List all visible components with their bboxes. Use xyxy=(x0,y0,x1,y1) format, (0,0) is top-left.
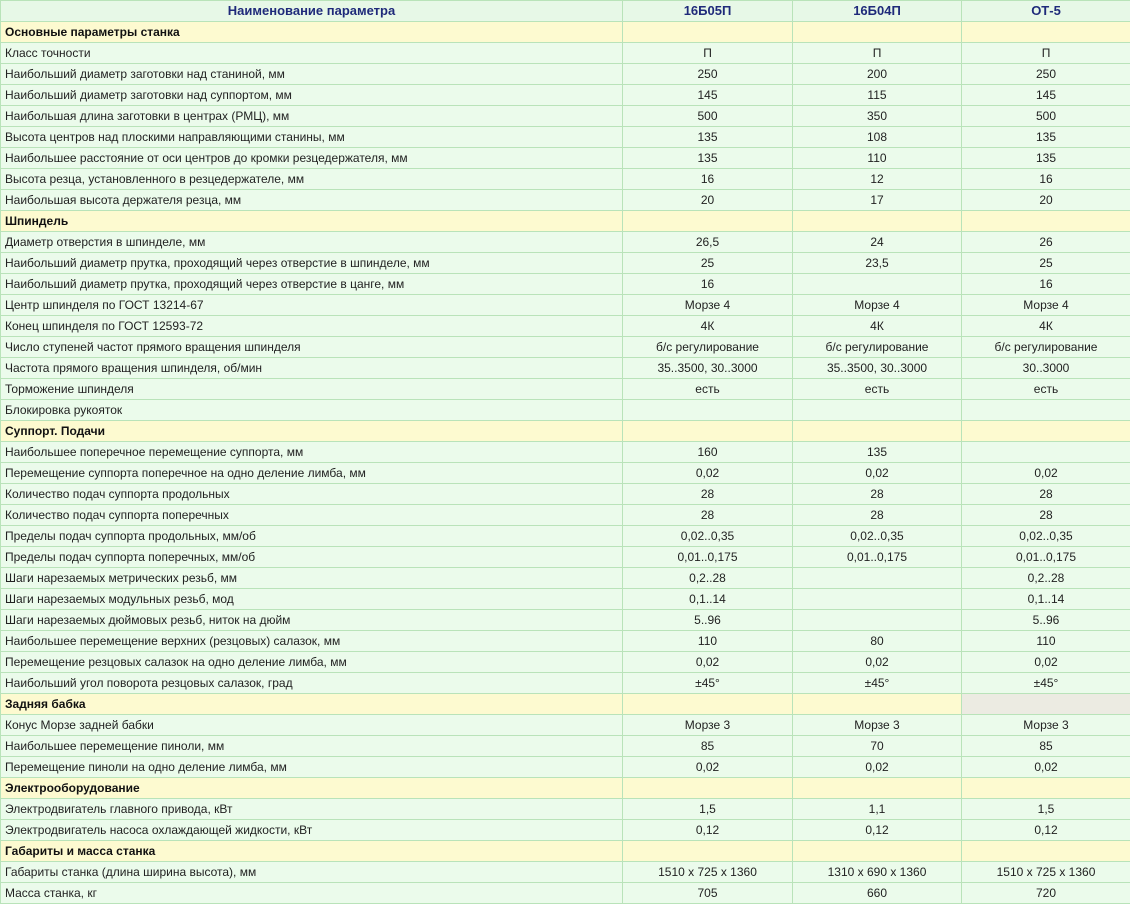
value-16b05p: 0,12 xyxy=(623,820,793,841)
table-body xyxy=(1,22,1130,904)
parameter-name: Высота резца, установленного в резцедержателе, мм xyxy=(1,169,623,190)
value-16b04p: 70 xyxy=(793,736,962,757)
section-header-row xyxy=(1,778,1130,799)
table-row xyxy=(1,337,1130,358)
table-row xyxy=(1,862,1130,883)
value-16b04p xyxy=(793,274,962,295)
value-16b05p: Морзе 3 xyxy=(623,715,793,736)
parameter-name: Количество подач суппорта поперечных xyxy=(1,505,623,526)
value-16b05p: 4К xyxy=(623,316,793,337)
value-ot5: 135 xyxy=(962,127,1130,148)
table-row xyxy=(1,652,1130,673)
value-16b04p xyxy=(793,568,962,589)
value-ot5: 135 xyxy=(962,148,1130,169)
value-16b05p: 28 xyxy=(623,505,793,526)
value-16b05p: 0,1..14 xyxy=(623,589,793,610)
value-ot5: 5..96 xyxy=(962,610,1130,631)
section-empty-cell xyxy=(962,778,1130,799)
header-model-16b04p: 16Б04П xyxy=(793,1,962,22)
value-16b04p: 0,02 xyxy=(793,757,962,778)
parameter-name: Масса станка, кг xyxy=(1,883,623,904)
value-ot5: 0,02..0,35 xyxy=(962,526,1130,547)
section-header-row xyxy=(1,841,1130,862)
value-ot5: 0,02 xyxy=(962,652,1130,673)
value-16b04p: ±45° xyxy=(793,673,962,694)
table-row xyxy=(1,106,1130,127)
table-row xyxy=(1,610,1130,631)
section-empty-cell xyxy=(793,694,962,715)
parameter-name: Электродвигатель главного привода, кВт xyxy=(1,799,623,820)
value-ot5: 0,02 xyxy=(962,757,1130,778)
value-16b04p: 108 xyxy=(793,127,962,148)
section-empty-cell xyxy=(623,22,793,43)
value-16b04p: 1,1 xyxy=(793,799,962,820)
parameter-name: Наибольшее поперечное перемещение суппорта, мм xyxy=(1,442,623,463)
value-ot5: есть xyxy=(962,379,1130,400)
value-16b05p: 0,2..28 xyxy=(623,568,793,589)
value-ot5: 0,01..0,175 xyxy=(962,547,1130,568)
value-16b05p: 145 xyxy=(623,85,793,106)
value-16b04p: 350 xyxy=(793,106,962,127)
value-16b05p: 1510 х 725 х 1360 xyxy=(623,862,793,883)
table-row xyxy=(1,190,1130,211)
value-16b04p: 0,02..0,35 xyxy=(793,526,962,547)
value-16b04p: 28 xyxy=(793,484,962,505)
value-16b04p: 35..3500, 30..3000 xyxy=(793,358,962,379)
parameter-name: Наибольшее перемещение верхних (резцовых) салазок, мм xyxy=(1,631,623,652)
section-header-row xyxy=(1,211,1130,232)
header-model-ot5: ОТ-5 xyxy=(962,1,1130,22)
value-16b05p: П xyxy=(623,43,793,64)
section-empty-cell xyxy=(793,421,962,442)
value-ot5: 1510 х 725 х 1360 xyxy=(962,862,1130,883)
table-row xyxy=(1,85,1130,106)
value-16b05p: 26,5 xyxy=(623,232,793,253)
parameter-name: Перемещение резцовых салазок на одно деление лимба, мм xyxy=(1,652,623,673)
value-16b04p: П xyxy=(793,43,962,64)
table-row xyxy=(1,442,1130,463)
table-row xyxy=(1,736,1130,757)
value-16b05p: 16 xyxy=(623,274,793,295)
section-empty-cell xyxy=(962,421,1130,442)
section-empty-cell xyxy=(623,778,793,799)
parameter-name: Наибольшая длина заготовки в центрах (РМЦ), мм xyxy=(1,106,623,127)
value-16b05p xyxy=(623,400,793,421)
value-16b05p: 135 xyxy=(623,127,793,148)
section-title: Суппорт. Подачи xyxy=(1,421,623,442)
section-header-row xyxy=(1,22,1130,43)
section-empty-cell xyxy=(962,694,1130,715)
table-row xyxy=(1,379,1130,400)
parameter-name: Конец шпинделя по ГОСТ 12593-72 xyxy=(1,316,623,337)
value-ot5: 0,1..14 xyxy=(962,589,1130,610)
parameter-name: Наибольшее расстояние от оси центров до кромки резцедержателя, мм xyxy=(1,148,623,169)
value-16b05p: 705 xyxy=(623,883,793,904)
section-header-row xyxy=(1,421,1130,442)
value-16b05p: 160 xyxy=(623,442,793,463)
value-16b04p: Морзе 3 xyxy=(793,715,962,736)
value-16b04p: 23,5 xyxy=(793,253,962,274)
value-16b05p: Морзе 4 xyxy=(623,295,793,316)
parameter-name: Наибольший диаметр заготовки над суппортом, мм xyxy=(1,85,623,106)
parameter-name: Габариты станка (длина ширина высота), мм xyxy=(1,862,623,883)
value-16b05p: 135 xyxy=(623,148,793,169)
header-parameter: Наименование параметра xyxy=(1,1,623,22)
table-row xyxy=(1,589,1130,610)
header-model-16b05p: 16Б05П xyxy=(623,1,793,22)
value-16b04p: 12 xyxy=(793,169,962,190)
table-row xyxy=(1,799,1130,820)
parameter-name: Блокировка рукояток xyxy=(1,400,623,421)
value-16b04p xyxy=(793,610,962,631)
parameter-name: Наибольшая высота держателя резца, мм xyxy=(1,190,623,211)
value-ot5: 28 xyxy=(962,484,1130,505)
value-16b05p: ±45° xyxy=(623,673,793,694)
table-row xyxy=(1,358,1130,379)
value-ot5: 4К xyxy=(962,316,1130,337)
value-16b05p: 0,02 xyxy=(623,463,793,484)
value-16b05p: 25 xyxy=(623,253,793,274)
section-empty-cell xyxy=(793,841,962,862)
section-title: Электрооборудование xyxy=(1,778,623,799)
value-16b04p: б/с регулирование xyxy=(793,337,962,358)
value-16b04p: 0,02 xyxy=(793,463,962,484)
table-row xyxy=(1,673,1130,694)
parameter-name: Наибольший угол поворота резцовых салазок, град xyxy=(1,673,623,694)
section-empty-cell xyxy=(962,841,1130,862)
parameter-name: Высота центров над плоскими направляющими станины, мм xyxy=(1,127,623,148)
table-row xyxy=(1,316,1130,337)
value-16b05p: 35..3500, 30..3000 xyxy=(623,358,793,379)
section-title: Шпиндель xyxy=(1,211,623,232)
value-ot5: 16 xyxy=(962,169,1130,190)
parameter-name: Количество подач суппорта продольных xyxy=(1,484,623,505)
section-empty-cell xyxy=(623,841,793,862)
value-16b04p: 80 xyxy=(793,631,962,652)
value-ot5: 0,12 xyxy=(962,820,1130,841)
value-16b04p: 0,12 xyxy=(793,820,962,841)
value-16b05p: 110 xyxy=(623,631,793,652)
value-16b05p: 0,02..0,35 xyxy=(623,526,793,547)
value-ot5: 250 xyxy=(962,64,1130,85)
value-16b05p: 1,5 xyxy=(623,799,793,820)
table-row xyxy=(1,757,1130,778)
value-ot5: Морзе 3 xyxy=(962,715,1130,736)
value-16b04p xyxy=(793,589,962,610)
value-ot5: 85 xyxy=(962,736,1130,757)
table-row xyxy=(1,43,1130,64)
value-16b05p: 500 xyxy=(623,106,793,127)
table-row xyxy=(1,64,1130,85)
parameter-name: Пределы подач суппорта поперечных, мм/об xyxy=(1,547,623,568)
value-16b05p: 0,01..0,175 xyxy=(623,547,793,568)
parameter-name: Диаметр отверстия в шпинделе, мм xyxy=(1,232,623,253)
table-row xyxy=(1,169,1130,190)
value-16b05p: 85 xyxy=(623,736,793,757)
parameter-name: Перемещение суппорта поперечное на одно деление лимба, мм xyxy=(1,463,623,484)
value-ot5: 500 xyxy=(962,106,1130,127)
table-row xyxy=(1,463,1130,484)
value-16b04p xyxy=(793,400,962,421)
value-16b05p: 28 xyxy=(623,484,793,505)
table-row xyxy=(1,295,1130,316)
value-ot5: 26 xyxy=(962,232,1130,253)
table-row xyxy=(1,631,1130,652)
value-ot5: 720 xyxy=(962,883,1130,904)
value-16b05p: есть xyxy=(623,379,793,400)
section-empty-cell xyxy=(962,211,1130,232)
table-row xyxy=(1,568,1130,589)
value-ot5: 0,2..28 xyxy=(962,568,1130,589)
table-row xyxy=(1,148,1130,169)
section-empty-cell xyxy=(623,211,793,232)
value-ot5: 16 xyxy=(962,274,1130,295)
table-row xyxy=(1,484,1130,505)
table-row xyxy=(1,232,1130,253)
parameter-name: Наибольший диаметр прутка, проходящий через отверстие в шпинделе, мм xyxy=(1,253,623,274)
value-16b04p: 200 xyxy=(793,64,962,85)
value-ot5 xyxy=(962,442,1130,463)
value-ot5: 28 xyxy=(962,505,1130,526)
value-ot5: 25 xyxy=(962,253,1130,274)
section-empty-cell xyxy=(623,694,793,715)
table-row xyxy=(1,274,1130,295)
value-16b04p: 0,02 xyxy=(793,652,962,673)
value-ot5: П xyxy=(962,43,1130,64)
value-16b04p: 115 xyxy=(793,85,962,106)
table-header-row xyxy=(1,1,1130,22)
value-16b04p: 17 xyxy=(793,190,962,211)
value-16b04p: есть xyxy=(793,379,962,400)
value-ot5: 20 xyxy=(962,190,1130,211)
parameter-name: Шаги нарезаемых модульных резьб, мод xyxy=(1,589,623,610)
value-16b04p: 110 xyxy=(793,148,962,169)
value-16b04p: 24 xyxy=(793,232,962,253)
table-row xyxy=(1,715,1130,736)
value-16b04p: Морзе 4 xyxy=(793,295,962,316)
value-16b04p: 0,01..0,175 xyxy=(793,547,962,568)
section-title: Основные параметры станка xyxy=(1,22,623,43)
value-ot5: 1,5 xyxy=(962,799,1130,820)
parameter-name: Перемещение пиноли на одно деление лимба, мм xyxy=(1,757,623,778)
value-16b05p: 250 xyxy=(623,64,793,85)
section-empty-cell xyxy=(793,22,962,43)
parameter-name: Электродвигатель насоса охлаждающей жидкости, кВт xyxy=(1,820,623,841)
value-16b05p: 20 xyxy=(623,190,793,211)
parameter-name: Конус Морзе задней бабки xyxy=(1,715,623,736)
table-row xyxy=(1,883,1130,904)
table-row xyxy=(1,253,1130,274)
value-ot5: ±45° xyxy=(962,673,1130,694)
table-row xyxy=(1,400,1130,421)
value-16b04p: 660 xyxy=(793,883,962,904)
section-empty-cell xyxy=(793,211,962,232)
value-16b04p: 4К xyxy=(793,316,962,337)
value-16b05p: 0,02 xyxy=(623,757,793,778)
value-ot5: Морзе 4 xyxy=(962,295,1130,316)
table-row xyxy=(1,820,1130,841)
parameter-name: Наибольший диаметр прутка, проходящий через отверстие в цанге, мм xyxy=(1,274,623,295)
section-title: Габариты и масса станка xyxy=(1,841,623,862)
parameter-name: Центр шпинделя по ГОСТ 13214-67 xyxy=(1,295,623,316)
value-ot5 xyxy=(962,400,1130,421)
value-ot5: б/с регулирование xyxy=(962,337,1130,358)
value-ot5: 145 xyxy=(962,85,1130,106)
parameter-name: Наибольший диаметр заготовки над станиной, мм xyxy=(1,64,623,85)
value-16b05p: 0,02 xyxy=(623,652,793,673)
table-row xyxy=(1,547,1130,568)
parameter-name: Наибольшее перемещение пиноли, мм xyxy=(1,736,623,757)
table-row xyxy=(1,505,1130,526)
table-row xyxy=(1,526,1130,547)
value-ot5: 0,02 xyxy=(962,463,1130,484)
value-ot5: 30..3000 xyxy=(962,358,1130,379)
table-row xyxy=(1,127,1130,148)
section-title: Задняя бабка xyxy=(1,694,623,715)
section-empty-cell xyxy=(962,22,1130,43)
value-16b05p: 16 xyxy=(623,169,793,190)
value-ot5: 110 xyxy=(962,631,1130,652)
parameter-name: Торможение шпинделя xyxy=(1,379,623,400)
parameter-name: Число ступеней частот прямого вращения шпинделя xyxy=(1,337,623,358)
value-16b05p: б/с регулирование xyxy=(623,337,793,358)
parameter-name: Частота прямого вращения шпинделя, об/мин xyxy=(1,358,623,379)
parameter-name: Класс точности xyxy=(1,43,623,64)
value-16b04p: 1310 х 690 х 1360 xyxy=(793,862,962,883)
section-empty-cell xyxy=(623,421,793,442)
parameter-name: Шаги нарезаемых метрических резьб, мм xyxy=(1,568,623,589)
section-empty-cell xyxy=(793,778,962,799)
section-header-row xyxy=(1,694,1130,715)
value-16b05p: 5..96 xyxy=(623,610,793,631)
parameter-name: Пределы подач суппорта продольных, мм/об xyxy=(1,526,623,547)
parameter-name: Шаги нарезаемых дюймовых резьб, ниток на дюйм xyxy=(1,610,623,631)
value-16b04p: 135 xyxy=(793,442,962,463)
value-16b04p: 28 xyxy=(793,505,962,526)
